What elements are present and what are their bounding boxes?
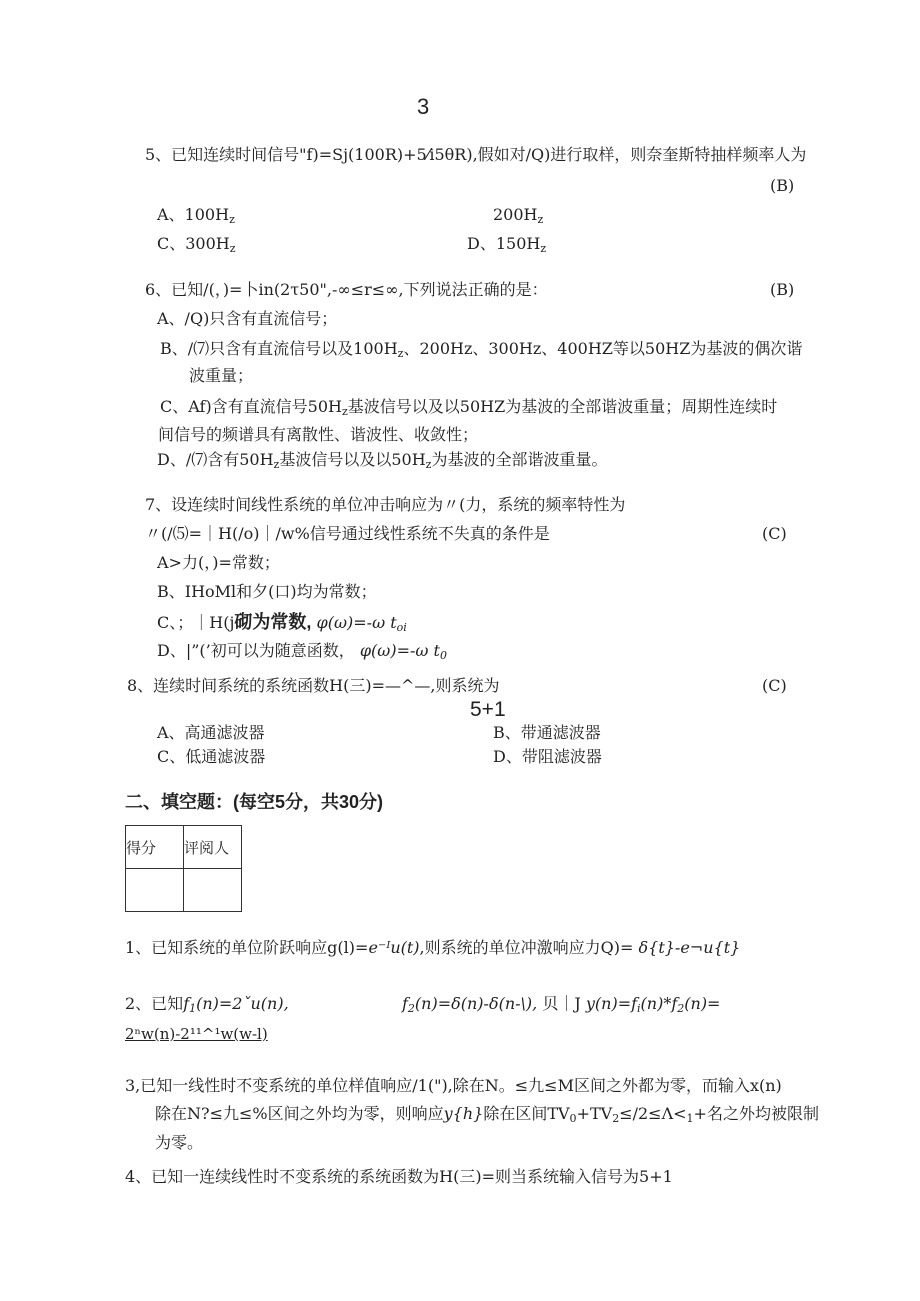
question-8-option-b: B、带通滤波器: [493, 723, 601, 742]
reviewer-value-cell[interactable]: [184, 869, 242, 912]
section-2-title: 二、填空题：(每空5分，共30分): [125, 792, 384, 812]
score-label-cell: [126, 826, 184, 869]
score-value-cell[interactable]: [126, 869, 184, 912]
question-5-option-d: D、$150H_z$: [467, 234, 547, 255]
question-8-option-a: A、高通滤波器: [157, 723, 265, 742]
question-5-option-b: $200H_z$: [493, 205, 544, 226]
question-6-option-b-line2: 波重量；: [189, 366, 254, 385]
question-8-option-c: C、低通滤波器: [157, 747, 266, 766]
reviewer-label: 评阅人: [184, 839, 230, 857]
reviewer-label-cell: [184, 826, 242, 869]
question-7-stem-line2: 〃(/⑸=｜H(/o)｜/w%信号通过线性系统不失真的条件是: [145, 524, 550, 543]
question-7-option-b: B、IHoMl和夕(口)均为常数；: [157, 582, 377, 601]
question-8-denominator: 5+1: [470, 698, 506, 721]
question-5-option-c: C、$300H_z$: [157, 234, 236, 255]
question-7-option-d: D、|”(’初可以为随意函数， φ(ω)=-ω $t_0$: [157, 641, 447, 662]
question-6-option-c-line2: 间信号的频谱具有离散性、谐波性、收敛性；: [158, 425, 479, 444]
question-6-answer: (B): [770, 280, 795, 299]
fill-2-expression: $f_2(n)=\delta(n)-\delta(n-\backslash)$, 贝｜J $y(n)=f_i(n)*f_2(n)=$: [402, 994, 721, 1015]
question-5-stem: 5、已知连续时间信号"f)=Sj(100R)+5⁄i5θR),假如对/Q)进行取样，则奈奎斯特抽样频率人为: [145, 145, 807, 164]
question-7-answer: (C): [762, 524, 787, 543]
question-7-option-a: A>力(，)=常数；: [157, 553, 280, 572]
question-6-stem: 6、已知/(，)=卜in(2τ50",-∞≤r≤∞,下列说法正确的是：: [145, 280, 548, 299]
question-8-option-d: D、带阻滤波器: [493, 747, 602, 766]
question-8-stem: 8、连续时间系统的系统函数H(三)=—^—,则系统为: [127, 676, 500, 695]
fill-3-line2: 除在N?≤九≤%区间之外均为零，则响应y{h}除在区间$TV_0+TV_2\le/2\le\Lambda<_1+$名之外均被限制: [155, 1104, 819, 1125]
fill-2-answer: 2ⁿw(n)-2¹¹^¹w(w-l): [125, 1025, 268, 1043]
question-5-option-a: A、$100H_z$: [157, 205, 235, 226]
fill-3-line1: 3,已知一线性时不变系统的单位样值响应/1("),除在N。≤九≤M区间之外都为零，而输入x(n): [125, 1076, 782, 1095]
fill-1: 1、已知系统的单位阶跃响应g(l)=e⁻ᴵu(t),则系统的单位冲激响应力Q)= δ{t}-e¬u{t}: [125, 938, 741, 957]
question-8-answer: (C): [762, 676, 787, 695]
page-number: 3: [417, 94, 430, 119]
fill-4: 4、已知一连续线性时不变系统的系统函数为H(三)=则当系统输入信号为5+1: [125, 1167, 673, 1186]
question-5-answer: (B): [770, 176, 795, 195]
score-table: [125, 825, 242, 912]
fill-3-line3: 为零。: [155, 1133, 204, 1152]
question-6-option-b-line1: B、/⑺只含有直流信号以及$100H_z$、200Hz、300Hz、400HZ等以50HZ为基波的偶次谐: [160, 339, 803, 360]
question-7-stem-line1: 7、设连续时间线性系统的单位冲击响应为〃(力，系统的频率特性为: [145, 495, 626, 514]
fill-2-label: 2、已知$f_1(n)=2ˇu(n)$,: [125, 994, 289, 1015]
score-label: 得分: [126, 839, 157, 857]
question-6-option-d: D、/⑺含有$50H_z$基波信号以及以$50H_z$为基波的全部谐波重量。: [157, 450, 608, 471]
question-6-option-c-line1: C、Af)含有直流信号$50H_z$基波信号以及以50HZ为基波的全部谐波重量；周期性连续时: [160, 397, 778, 418]
question-7-option-c: C、；｜H(j砌为常数, φ(ω)=-ω $t_{oi}$: [157, 612, 407, 634]
question-6-option-a: A、/Q)只含有直流信号；: [157, 309, 338, 328]
